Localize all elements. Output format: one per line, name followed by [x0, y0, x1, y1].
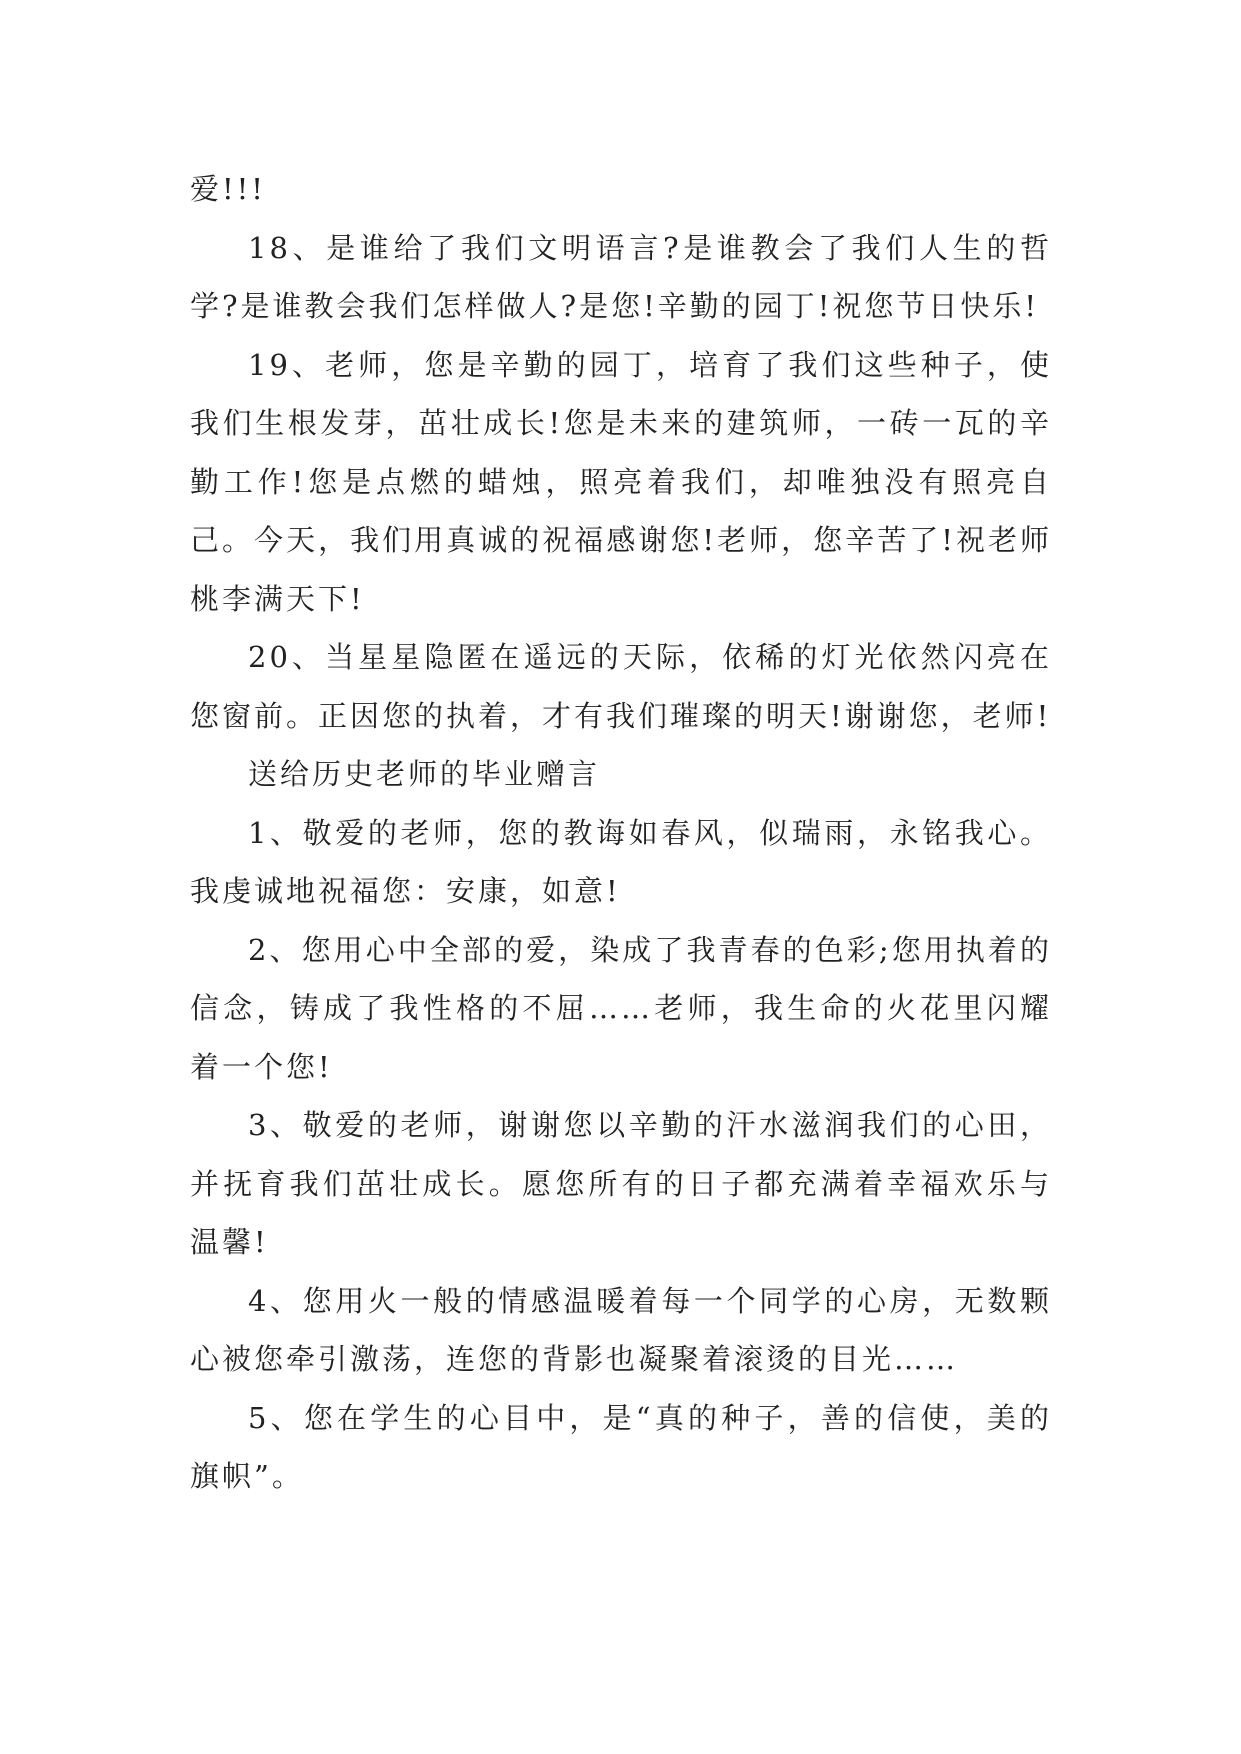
- paragraph: 爱!!!: [190, 172, 266, 206]
- section-heading: 送给历史老师的毕业赠言: [248, 757, 601, 791]
- paragraph: 5、您在学生的心目中，是“真的种子，善的信使，美的旗帜”。: [190, 1400, 1052, 1493]
- paragraph: 2、您用心中全部的爱，染成了我青春的色彩;您用执着的信念，铸成了我性格的不屈……老师，我生命的火花里闪耀着一个您!: [190, 932, 1052, 1084]
- paragraph: 19、老师，您是辛勤的园丁，培育了我们这些种子，使我们生根发芽，茁壮成长!您是未来的建筑师，一砖一瓦的辛勤工作!您是点燃的蜡烛，照亮着我们，却唯独没有照亮自己。今天，我们用真诚的祝福感谢您!老师，您辛苦了!祝老师桃李满天下!: [190, 347, 1052, 616]
- paragraph: 18、是谁给了我们文明语言?是谁教会了我们人生的哲学?是谁教会我们怎样做人?是您!辛勤的园丁!祝您节日快乐!: [190, 230, 1052, 323]
- paragraph: 20、当星星隐匿在遥远的天际，依稀的灯光依然闪亮在您窗前。正因您的执着，才有我们璀璨的明天!谢谢您，老师!: [190, 640, 1052, 733]
- paragraph: 1、敬爱的老师，您的教诲如春风，似瑞雨，永铭我心。我虔诚地祝福您：安康，如意!: [190, 815, 1052, 908]
- paragraph: 4、您用火一般的情感温暖着每一个同学的心房，无数颗心被您牵引激荡，连您的背影也凝聚着滚烫的目光……: [190, 1283, 1052, 1376]
- document-body: [190, 160, 1052, 1506]
- paragraph: 3、敬爱的老师，谢谢您以辛勤的汗水滋润我们的心田，并抚育我们茁壮成长。愿您所有的日子都充满着幸福欢乐与温馨!: [190, 1108, 1052, 1259]
